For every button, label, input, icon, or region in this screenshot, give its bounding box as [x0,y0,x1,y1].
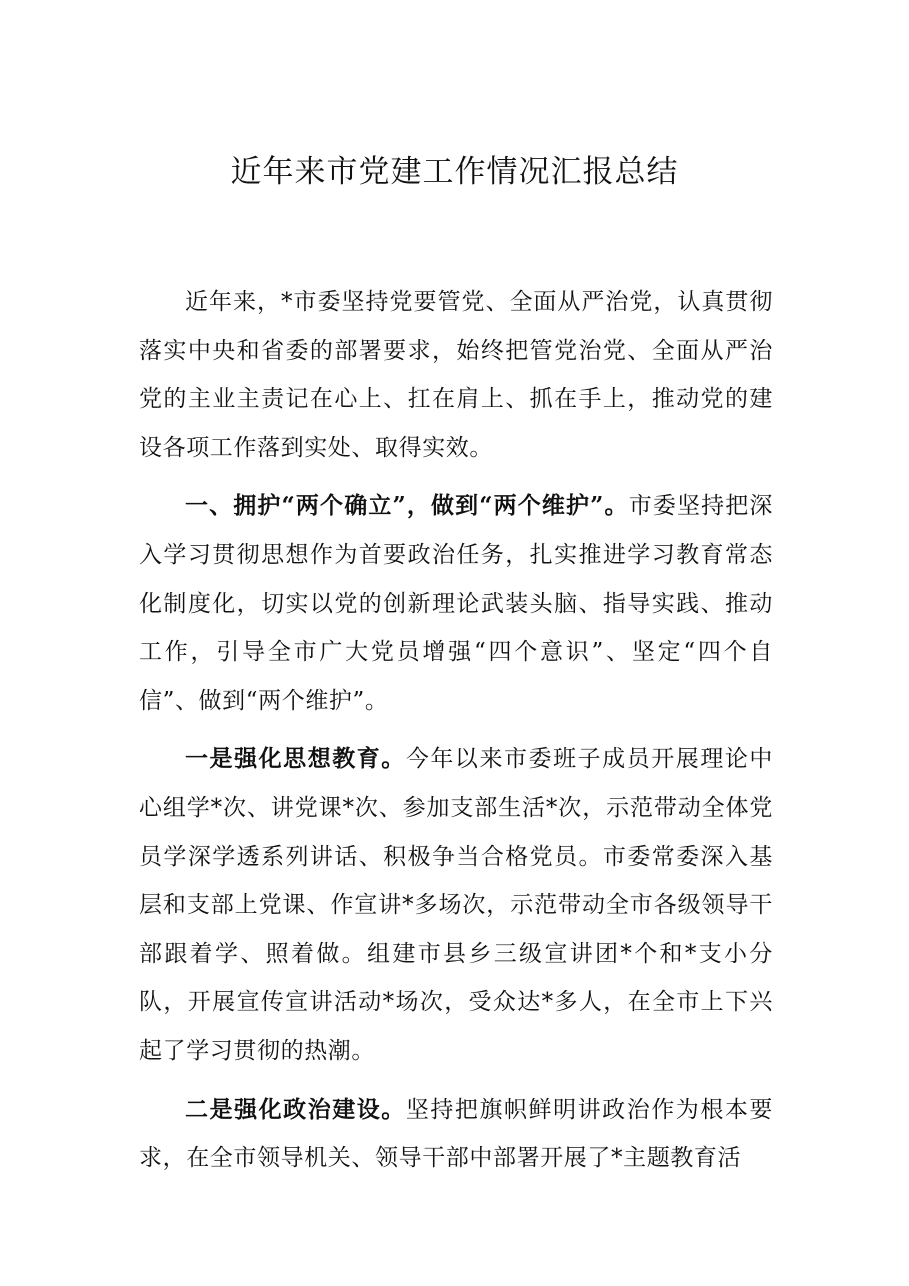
paragraph-text: 近年来，*市委坚持党要管党、全面从严治党，认真贯彻落实中央和省委的部署要求，始终把管党治党、全面从严治党的主业主责记在心上、扛在肩上、抓在手上，推动党的建设各项工作落到实处、取得实效。 [139,289,773,461]
document-body [139,278,773,1183]
paragraph-point-one [139,735,773,1075]
paragraph-lead: 二是强化政治建设。 [185,1095,406,1123]
paragraph-intro [139,278,773,472]
document-title: 近年来市党建工作情况汇报总结 [230,154,679,190]
paragraph-section-one [139,482,773,725]
paragraph-text: 坚持把旗帜鲜明讲政治作为根本要求，在全市领导机关、领导干部中部署开展了*主题教育活 [139,1096,774,1172]
paragraph-lead: 一、拥护“两个确立”，做到“两个维护”。 [185,492,629,520]
paragraph-lead: 一是强化思想教育。 [185,745,406,773]
paragraph-point-two [139,1086,773,1183]
paragraph-text: 市委坚持把深入学习贯彻思想作为首要政治任务，扎实推进学习教育常态化制度化，切实以党的创新理论武装头脑、指导实践、推动工作，引导全市广大党员增强“四个意识”、坚定“四个自信”、做到“两个维护”。 [139,493,773,714]
paragraph-text: 今年以来市委班子成员开展理论中心组学*次、讲党课*次、参加支部生活*次，示范带动全体党员学深学透系列讲话、积极争当合格党员。市委常委深入基层和支部上党课、作宣讲*多场次，示范带动全市各级领导干部跟着学、照着做。组建市县乡三级宣讲团*个和*支小分队，开展宣传宣讲活动*场次，受众达*多人，在全市上下兴起了学习贯彻的热潮。 [139,746,774,1064]
